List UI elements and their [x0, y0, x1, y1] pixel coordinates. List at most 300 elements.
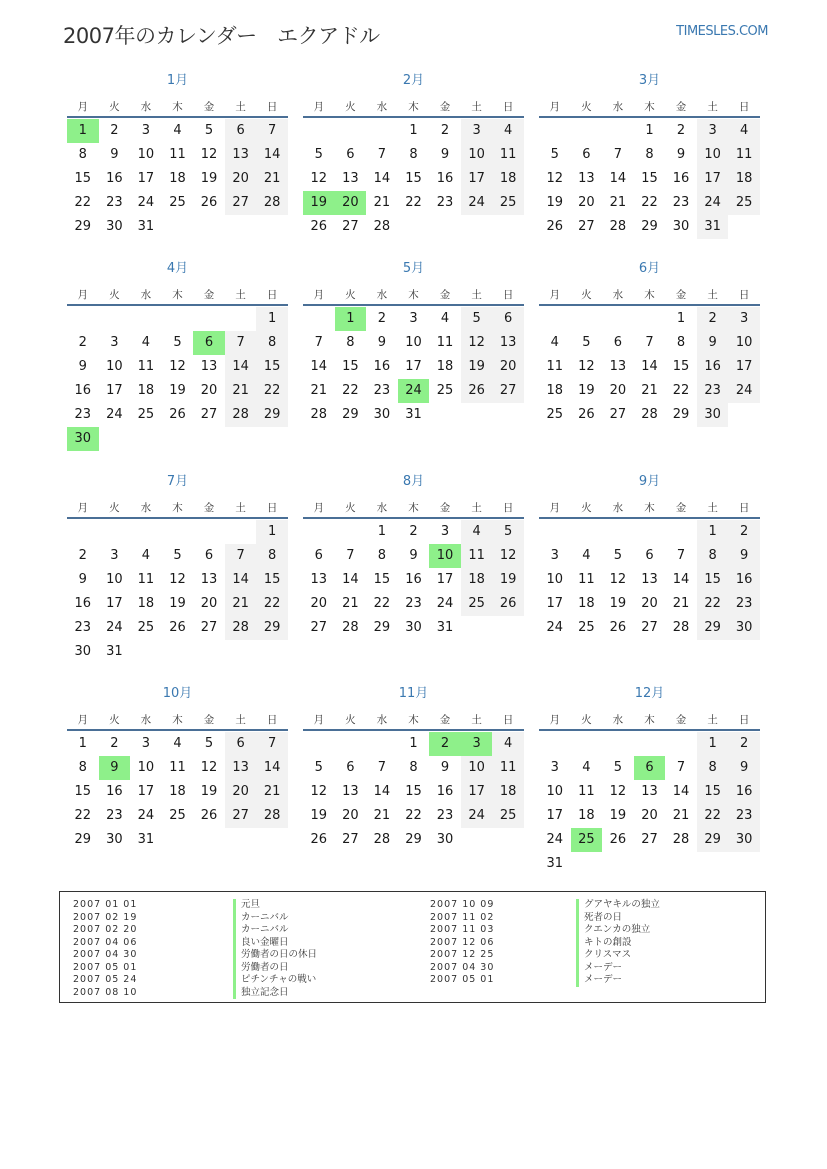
day-cell[interactable]: 31 [106, 644, 123, 659]
day-cell[interactable]: 22 [74, 808, 92, 823]
day-cell[interactable]: 15 [405, 171, 422, 186]
day-cell[interactable]: 9 [110, 147, 119, 162]
day-cell[interactable]: 20 [225, 167, 257, 191]
day-cell[interactable]: 24 [461, 804, 493, 828]
day-cell[interactable]: 5 [550, 147, 559, 162]
day-cell[interactable]: 2 [110, 736, 119, 751]
day-cell[interactable]: 30 [672, 219, 690, 234]
day-cell[interactable]: 20 [578, 195, 595, 210]
holiday-day-cell[interactable]: 6 [193, 331, 225, 355]
day-cell[interactable]: 27 [578, 219, 595, 234]
day-cell[interactable]: 1 [256, 520, 288, 544]
day-cell[interactable]: 31 [137, 832, 155, 847]
day-cell[interactable]: 15 [74, 784, 92, 799]
day-cell[interactable]: 21 [641, 383, 658, 398]
day-cell[interactable]: 17 [728, 355, 760, 379]
day-cell[interactable]: 3 [697, 119, 729, 143]
day-cell[interactable]: 7 [676, 548, 686, 563]
day-cell[interactable]: 26 [200, 195, 218, 210]
day-cell[interactable]: 13 [492, 331, 524, 355]
day-cell[interactable]: 25 [578, 620, 595, 635]
day-cell[interactable]: 7 [314, 335, 323, 350]
day-cell[interactable]: 17 [106, 383, 123, 398]
day-cell[interactable]: 12 [461, 331, 493, 355]
day-cell[interactable]: 16 [697, 355, 729, 379]
day-cell[interactable]: 8 [78, 760, 87, 775]
day-cell[interactable]: 28 [225, 616, 257, 640]
day-cell[interactable]: 18 [461, 568, 493, 592]
day-cell[interactable]: 24 [461, 191, 493, 215]
day-cell[interactable]: 15 [697, 780, 729, 804]
site-logo-text[interactable]: TIMESLES.COM [676, 24, 768, 39]
day-cell[interactable]: 28 [373, 219, 391, 234]
day-cell[interactable]: 27 [200, 407, 218, 422]
day-cell[interactable]: 22 [697, 804, 729, 828]
day-cell[interactable]: 29 [672, 407, 690, 422]
day-cell[interactable]: 27 [310, 620, 328, 635]
day-cell[interactable]: 15 [256, 568, 288, 592]
day-cell[interactable]: 4 [582, 548, 591, 563]
day-cell[interactable]: 3 [141, 123, 151, 138]
holiday-day-cell[interactable]: 10 [429, 544, 461, 568]
day-cell[interactable]: 13 [310, 572, 328, 587]
day-cell[interactable]: 6 [346, 147, 355, 162]
day-cell[interactable]: 15 [405, 784, 422, 799]
day-cell[interactable]: 4 [173, 123, 182, 138]
day-cell[interactable]: 8 [346, 335, 355, 350]
holiday-day-cell[interactable]: 1 [335, 307, 367, 331]
day-cell[interactable]: 10 [546, 784, 564, 799]
day-cell[interactable]: 23 [672, 195, 690, 210]
day-cell[interactable]: 19 [169, 596, 186, 611]
day-cell[interactable]: 12 [546, 171, 564, 186]
day-cell[interactable]: 10 [461, 143, 493, 167]
day-cell[interactable]: 27 [342, 832, 359, 847]
day-cell[interactable]: 18 [436, 359, 454, 374]
day-cell[interactable]: 4 [492, 732, 524, 756]
holiday-day-cell[interactable]: 3 [461, 732, 493, 756]
day-cell[interactable]: 14 [225, 568, 257, 592]
day-cell[interactable]: 17 [546, 808, 564, 823]
day-cell[interactable]: 18 [169, 171, 186, 186]
day-cell[interactable]: 20 [342, 808, 359, 823]
day-cell[interactable]: 9 [78, 572, 87, 587]
day-cell[interactable]: 18 [728, 167, 760, 191]
day-cell[interactable]: 20 [310, 596, 328, 611]
day-cell[interactable]: 9 [697, 331, 729, 355]
day-cell[interactable]: 29 [74, 832, 92, 847]
day-cell[interactable]: 18 [546, 383, 564, 398]
day-cell[interactable]: 6 [582, 147, 591, 162]
day-cell[interactable]: 5 [204, 123, 214, 138]
day-cell[interactable]: 19 [578, 383, 595, 398]
day-cell[interactable]: 4 [728, 119, 760, 143]
day-cell[interactable]: 25 [461, 592, 493, 616]
day-cell[interactable]: 24 [546, 620, 564, 635]
day-cell[interactable]: 26 [609, 832, 627, 847]
day-cell[interactable]: 7 [256, 119, 288, 143]
day-cell[interactable]: 26 [200, 808, 218, 823]
holiday-day-cell[interactable]: 24 [398, 379, 430, 403]
day-cell[interactable]: 12 [578, 359, 595, 374]
day-cell[interactable]: 25 [137, 407, 155, 422]
day-cell[interactable]: 28 [641, 407, 658, 422]
day-cell[interactable]: 4 [141, 335, 151, 350]
day-cell[interactable]: 2 [409, 524, 418, 539]
holiday-day-cell[interactable]: 25 [571, 828, 603, 852]
day-cell[interactable]: 23 [697, 379, 729, 403]
day-cell[interactable]: 28 [256, 804, 288, 828]
day-cell[interactable]: 27 [225, 191, 257, 215]
day-cell[interactable]: 11 [461, 544, 493, 568]
day-cell[interactable]: 9 [676, 147, 686, 162]
day-cell[interactable]: 2 [728, 732, 760, 756]
day-cell[interactable]: 16 [74, 383, 92, 398]
day-cell[interactable]: 22 [342, 383, 359, 398]
day-cell[interactable]: 12 [169, 572, 186, 587]
day-cell[interactable]: 31 [546, 856, 564, 871]
day-cell[interactable]: 26 [310, 832, 328, 847]
day-cell[interactable]: 19 [609, 596, 627, 611]
day-cell[interactable]: 22 [405, 195, 422, 210]
day-cell[interactable]: 11 [137, 359, 155, 374]
day-cell[interactable]: 8 [697, 544, 729, 568]
day-cell[interactable]: 28 [256, 191, 288, 215]
day-cell[interactable]: 9 [377, 335, 387, 350]
day-cell[interactable]: 23 [106, 195, 123, 210]
day-cell[interactable]: 7 [225, 331, 257, 355]
day-cell[interactable]: 28 [225, 403, 257, 427]
day-cell[interactable]: 22 [672, 383, 690, 398]
day-cell[interactable]: 27 [641, 832, 658, 847]
day-cell[interactable]: 17 [436, 572, 454, 587]
day-cell[interactable]: 10 [137, 147, 155, 162]
day-cell[interactable]: 20 [641, 596, 658, 611]
day-cell[interactable]: 12 [200, 760, 218, 775]
day-cell[interactable]: 16 [436, 171, 454, 186]
day-cell[interactable]: 24 [106, 407, 123, 422]
day-cell[interactable]: 12 [200, 147, 218, 162]
day-cell[interactable]: 26 [578, 407, 595, 422]
day-cell[interactable]: 10 [697, 143, 729, 167]
day-cell[interactable]: 21 [310, 383, 328, 398]
day-cell[interactable]: 13 [200, 572, 218, 587]
day-cell[interactable]: 6 [314, 548, 323, 563]
day-cell[interactable]: 23 [373, 383, 391, 398]
day-cell[interactable]: 30 [728, 616, 760, 640]
day-cell[interactable]: 14 [672, 784, 690, 799]
day-cell[interactable]: 22 [405, 808, 422, 823]
day-cell[interactable]: 26 [609, 620, 627, 635]
day-cell[interactable]: 13 [225, 756, 257, 780]
day-cell[interactable]: 28 [672, 832, 690, 847]
day-cell[interactable]: 26 [169, 620, 186, 635]
day-cell[interactable]: 12 [310, 784, 328, 799]
day-cell[interactable]: 24 [697, 191, 729, 215]
day-cell[interactable]: 2 [676, 123, 686, 138]
day-cell[interactable]: 22 [373, 596, 391, 611]
day-cell[interactable]: 30 [74, 644, 92, 659]
day-cell[interactable]: 29 [342, 407, 359, 422]
day-cell[interactable]: 9 [78, 359, 87, 374]
day-cell[interactable]: 15 [697, 568, 729, 592]
day-cell[interactable]: 25 [436, 383, 454, 398]
day-cell[interactable]: 29 [256, 616, 288, 640]
day-cell[interactable]: 30 [728, 828, 760, 852]
day-cell[interactable]: 19 [200, 784, 218, 799]
day-cell[interactable]: 19 [492, 568, 524, 592]
day-cell[interactable]: 31 [436, 620, 454, 635]
day-cell[interactable]: 16 [728, 780, 760, 804]
day-cell[interactable]: 15 [672, 359, 690, 374]
day-cell[interactable]: 24 [436, 596, 454, 611]
day-cell[interactable]: 23 [74, 620, 92, 635]
day-cell[interactable]: 24 [106, 620, 123, 635]
day-cell[interactable]: 20 [609, 383, 627, 398]
day-cell[interactable]: 10 [461, 756, 493, 780]
day-cell[interactable]: 27 [342, 219, 359, 234]
day-cell[interactable]: 14 [342, 572, 359, 587]
day-cell[interactable]: 21 [373, 195, 391, 210]
day-cell[interactable]: 5 [492, 520, 524, 544]
day-cell[interactable]: 11 [492, 143, 524, 167]
day-cell[interactable]: 23 [728, 804, 760, 828]
day-cell[interactable]: 5 [204, 736, 214, 751]
day-cell[interactable]: 24 [137, 195, 155, 210]
day-cell[interactable]: 11 [169, 147, 186, 162]
day-cell[interactable]: 17 [137, 784, 155, 799]
day-cell[interactable]: 9 [728, 544, 760, 568]
day-cell[interactable]: 18 [137, 383, 155, 398]
day-cell[interactable]: 31 [405, 407, 422, 422]
holiday-day-cell[interactable]: 19 [303, 191, 335, 215]
day-cell[interactable]: 28 [672, 620, 690, 635]
day-cell[interactable]: 13 [200, 359, 218, 374]
day-cell[interactable]: 12 [169, 359, 186, 374]
day-cell[interactable]: 22 [256, 379, 288, 403]
day-cell[interactable]: 14 [609, 171, 627, 186]
holiday-day-cell[interactable]: 30 [67, 427, 99, 451]
day-cell[interactable]: 23 [405, 596, 422, 611]
day-cell[interactable]: 14 [641, 359, 658, 374]
day-cell[interactable]: 26 [169, 407, 186, 422]
day-cell[interactable]: 1 [697, 520, 729, 544]
day-cell[interactable]: 10 [546, 572, 564, 587]
day-cell[interactable]: 23 [74, 407, 92, 422]
day-cell[interactable]: 6 [204, 548, 214, 563]
day-cell[interactable]: 19 [310, 808, 328, 823]
day-cell[interactable]: 20 [200, 383, 218, 398]
day-cell[interactable]: 8 [645, 147, 654, 162]
day-cell[interactable]: 3 [110, 548, 119, 563]
day-cell[interactable]: 19 [609, 808, 627, 823]
day-cell[interactable]: 2 [110, 123, 119, 138]
day-cell[interactable]: 22 [74, 195, 92, 210]
day-cell[interactable]: 17 [461, 167, 493, 191]
day-cell[interactable]: 17 [137, 171, 155, 186]
day-cell[interactable]: 30 [405, 620, 422, 635]
day-cell[interactable]: 16 [106, 171, 123, 186]
day-cell[interactable]: 19 [200, 171, 218, 186]
day-cell[interactable]: 30 [106, 219, 123, 234]
day-cell[interactable]: 4 [461, 520, 493, 544]
day-cell[interactable]: 18 [492, 780, 524, 804]
day-cell[interactable]: 30 [106, 832, 123, 847]
day-cell[interactable]: 23 [436, 808, 454, 823]
day-cell[interactable]: 23 [436, 195, 454, 210]
day-cell[interactable]: 13 [342, 784, 359, 799]
day-cell[interactable]: 3 [110, 335, 119, 350]
day-cell[interactable]: 28 [609, 219, 627, 234]
day-cell[interactable]: 3 [409, 311, 418, 326]
day-cell[interactable]: 20 [200, 596, 218, 611]
day-cell[interactable]: 13 [342, 171, 359, 186]
day-cell[interactable]: 9 [728, 756, 760, 780]
day-cell[interactable]: 16 [373, 359, 391, 374]
day-cell[interactable]: 7 [346, 548, 355, 563]
day-cell[interactable]: 11 [436, 335, 454, 350]
day-cell[interactable]: 6 [346, 760, 355, 775]
day-cell[interactable]: 20 [492, 355, 524, 379]
day-cell[interactable]: 18 [578, 808, 595, 823]
day-cell[interactable]: 17 [106, 596, 123, 611]
day-cell[interactable]: 5 [613, 548, 623, 563]
day-cell[interactable]: 16 [106, 784, 123, 799]
day-cell[interactable]: 27 [641, 620, 658, 635]
day-cell[interactable]: 1 [377, 524, 387, 539]
day-cell[interactable]: 8 [78, 147, 87, 162]
day-cell[interactable]: 5 [314, 760, 323, 775]
day-cell[interactable]: 5 [461, 307, 493, 331]
day-cell[interactable]: 29 [74, 219, 92, 234]
holiday-day-cell[interactable]: 20 [335, 191, 367, 215]
day-cell[interactable]: 19 [546, 195, 564, 210]
day-cell[interactable]: 12 [492, 544, 524, 568]
day-cell[interactable]: 18 [137, 596, 155, 611]
day-cell[interactable]: 29 [697, 828, 729, 852]
day-cell[interactable]: 9 [440, 760, 450, 775]
day-cell[interactable]: 23 [106, 808, 123, 823]
day-cell[interactable]: 27 [225, 804, 257, 828]
day-cell[interactable]: 21 [342, 596, 359, 611]
day-cell[interactable]: 2 [78, 335, 87, 350]
day-cell[interactable]: 17 [405, 359, 422, 374]
day-cell[interactable]: 25 [137, 620, 155, 635]
day-cell[interactable]: 7 [377, 147, 387, 162]
day-cell[interactable]: 2 [78, 548, 87, 563]
day-cell[interactable]: 11 [137, 572, 155, 587]
day-cell[interactable]: 22 [641, 195, 658, 210]
day-cell[interactable]: 30 [436, 832, 454, 847]
day-cell[interactable]: 1 [256, 307, 288, 331]
day-cell[interactable]: 12 [310, 171, 328, 186]
day-cell[interactable]: 21 [256, 167, 288, 191]
day-cell[interactable]: 7 [377, 760, 387, 775]
day-cell[interactable]: 15 [74, 171, 92, 186]
day-cell[interactable]: 11 [169, 760, 186, 775]
day-cell[interactable]: 26 [492, 592, 524, 616]
day-cell[interactable]: 30 [373, 407, 391, 422]
day-cell[interactable]: 25 [169, 195, 186, 210]
day-cell[interactable]: 14 [373, 171, 391, 186]
day-cell[interactable]: 21 [256, 780, 288, 804]
day-cell[interactable]: 21 [609, 195, 627, 210]
day-cell[interactable]: 29 [256, 403, 288, 427]
day-cell[interactable]: 4 [550, 335, 559, 350]
day-cell[interactable]: 14 [310, 359, 328, 374]
day-cell[interactable]: 28 [373, 832, 391, 847]
day-cell[interactable]: 24 [728, 379, 760, 403]
day-cell[interactable]: 24 [137, 808, 155, 823]
day-cell[interactable]: 2 [440, 123, 450, 138]
day-cell[interactable]: 29 [697, 616, 729, 640]
day-cell[interactable]: 26 [546, 219, 564, 234]
day-cell[interactable]: 2 [728, 520, 760, 544]
day-cell[interactable]: 1 [676, 311, 686, 326]
day-cell[interactable]: 27 [200, 620, 218, 635]
day-cell[interactable]: 13 [641, 572, 658, 587]
day-cell[interactable]: 21 [672, 596, 690, 611]
day-cell[interactable]: 11 [492, 756, 524, 780]
day-cell[interactable]: 17 [546, 596, 564, 611]
day-cell[interactable]: 17 [697, 167, 729, 191]
day-cell[interactable]: 12 [609, 572, 627, 587]
day-cell[interactable]: 20 [225, 780, 257, 804]
day-cell[interactable]: 1 [409, 736, 418, 751]
day-cell[interactable]: 7 [225, 544, 257, 568]
day-cell[interactable]: 16 [436, 784, 454, 799]
holiday-day-cell[interactable]: 1 [67, 119, 99, 143]
day-cell[interactable]: 25 [546, 407, 564, 422]
day-cell[interactable]: 5 [582, 335, 591, 350]
day-cell[interactable]: 13 [609, 359, 627, 374]
day-cell[interactable]: 2 [697, 307, 729, 331]
day-cell[interactable]: 10 [106, 359, 123, 374]
day-cell[interactable]: 26 [461, 379, 493, 403]
day-cell[interactable]: 27 [492, 379, 524, 403]
day-cell[interactable]: 5 [613, 760, 623, 775]
day-cell[interactable]: 25 [492, 191, 524, 215]
day-cell[interactable]: 1 [645, 123, 654, 138]
day-cell[interactable]: 1 [409, 123, 418, 138]
day-cell[interactable]: 7 [645, 335, 654, 350]
day-cell[interactable]: 10 [405, 335, 422, 350]
day-cell[interactable]: 7 [256, 732, 288, 756]
day-cell[interactable]: 26 [310, 219, 328, 234]
day-cell[interactable]: 9 [409, 548, 418, 563]
day-cell[interactable]: 6 [613, 335, 623, 350]
day-cell[interactable]: 3 [550, 760, 559, 775]
holiday-day-cell[interactable]: 6 [634, 756, 666, 780]
day-cell[interactable]: 21 [225, 379, 257, 403]
day-cell[interactable]: 8 [676, 335, 686, 350]
day-cell[interactable]: 8 [256, 331, 288, 355]
day-cell[interactable]: 31 [137, 219, 155, 234]
day-cell[interactable]: 16 [74, 596, 92, 611]
day-cell[interactable]: 18 [492, 167, 524, 191]
day-cell[interactable]: 11 [728, 143, 760, 167]
day-cell[interactable]: 29 [405, 832, 422, 847]
day-cell[interactable]: 15 [641, 171, 658, 186]
day-cell[interactable]: 8 [377, 548, 387, 563]
day-cell[interactable]: 11 [546, 359, 564, 374]
day-cell[interactable]: 3 [550, 548, 559, 563]
day-cell[interactable]: 28 [310, 407, 328, 422]
day-cell[interactable]: 29 [641, 219, 658, 234]
day-cell[interactable]: 9 [440, 147, 450, 162]
day-cell[interactable]: 6 [225, 732, 257, 756]
day-cell[interactable]: 28 [342, 620, 359, 635]
